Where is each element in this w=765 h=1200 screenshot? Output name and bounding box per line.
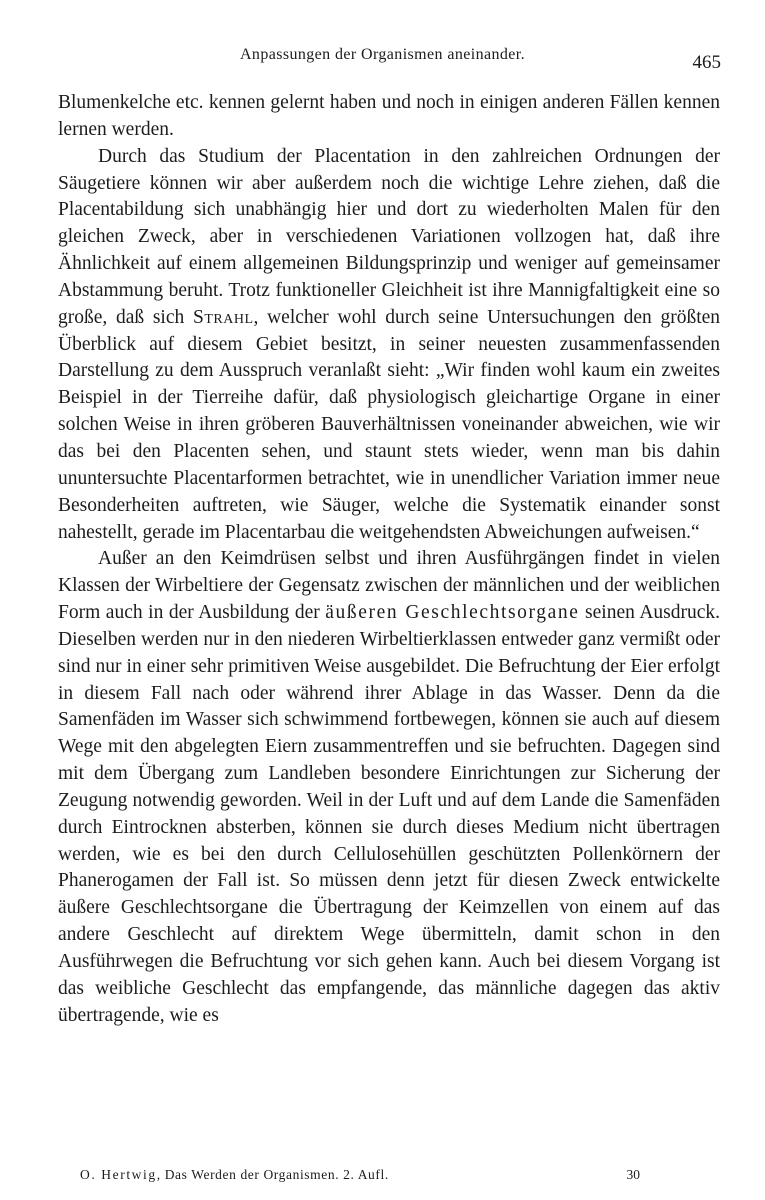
paragraph-text: Außer an den Keimdrüsen selbst und ihren Ausführgängen findet in vielen Klassen der Wirbeltiere der Gegensatz zwischen der männlichen und der weiblichen Form auch in der Ausbildung der (58, 548, 720, 624)
paragraph-text: seinen Ausdruck. Dieselben werden nur in den niederen Wirbeltierklassen entweder ganz vermißt oder sind nur in einer sehr primitiven Weise ausgebildet. Die Befruchtung der Eier erfolgt in diesem Fall nach oder während ihrer Ablage in das Wasser. Denn da die Samenfäden im Wasser sich schwimmend fortbewegen, können sie auch auf diesem Wege mit den abgelegten Eiern zusammentreffen und sie befruchten. Dagegen sind mit dem Übergang zum Landleben besondere Einrichtungen zur Sicherung der Zeugung notwendig geworden. Weil in der Luft und auf dem Lande die Samenfäden durch Eintrocknen absterben, können sie durch dieses Medium nicht übertragen werden, wie es bei den durch Cellulosehüllen geschützten Pollenkörnern der Phanerogamen der Fall ist. So müssen denn jetzt für diesen Zweck entwickelte äußere Geschlechtsorgane die Übertragung der Keimzellen von einem auf das andere Geschlecht auf direktem Wege übermitteln, damit schon in den Ausführwegen die Befruchtung vor sich gehen kann. Auch bei diesem Vorgang ist das weibliche Geschlecht das empfangende, das männliche dagegen das aktiv übertragende, wie es (58, 602, 721, 1026)
emphasized-term: äußeren Geschlechtsorgane (325, 602, 580, 624)
paragraph-continuation: Blumenkelche etc. kennen gelernt haben und noch in einigen anderen Fällen kennen lernen werden. (58, 92, 720, 140)
footer (80, 1167, 640, 1183)
footer-author: O. Hertwig (80, 1167, 157, 1182)
running-title: Anpassungen der Organismen aneinander. (239, 46, 526, 63)
footer-signature: 30 (626, 1167, 640, 1182)
page-number: 465 (692, 52, 721, 73)
paragraph-text: Durch das Studium der Placentation in den zahlreichen Ordnungen der Säugetiere können wir aber außerdem noch die wichtige Lehre ziehen, daß die Placentabildung sich unabhängig hier und dort zu wiederholten Malen für den gleichen Zweck, aber in verschiedenen Variationen vollzogen hat, daß ihre Ähnlichkeit auf einem allgemeinen Bildungsprinzip und weniger auf gemeinsamer Abstammung beruht. Trotz funktioneller Gleichheit ist ihre Mannigfaltigkeit eine so große, daß sich (58, 145, 720, 328)
paragraph-external-organs (58, 546, 720, 1029)
paragraph-placentation (58, 144, 720, 547)
body-text (58, 90, 720, 1030)
author-name-strahl: Strahl (192, 306, 254, 328)
footer-source: , Das Werden der Organismen. 2. Aufl. (156, 1167, 389, 1182)
paragraph-text: , welcher wohl durch seine Untersuchungen den größten Überblick auf diesem Gebiet besitzt, in seiner neuesten zusammenfassenden Darstellung zu dem Ausspruch veranlaßt sieht: „Wir finden wohl kaum ein zweites Beispiel in der Tierreihe dafür, daß physiologisch gleichartige Organe in einer solchen Weise in ihren gröberen Bauverhältnissen voneinander abweichen, wie wir das bei den Placenten sehen, und staunt stets wieder, wenn man bis dahin ununtersuchte Placentarformen betrachtet, wie in unendlicher Variation immer neue Besonderheiten auftreten, wie Säuger, welche die Systematik einander sonst nahestellt, gerade im Placentarbau die weitgehendsten Abweichungen aufweisen.“ (58, 306, 721, 543)
